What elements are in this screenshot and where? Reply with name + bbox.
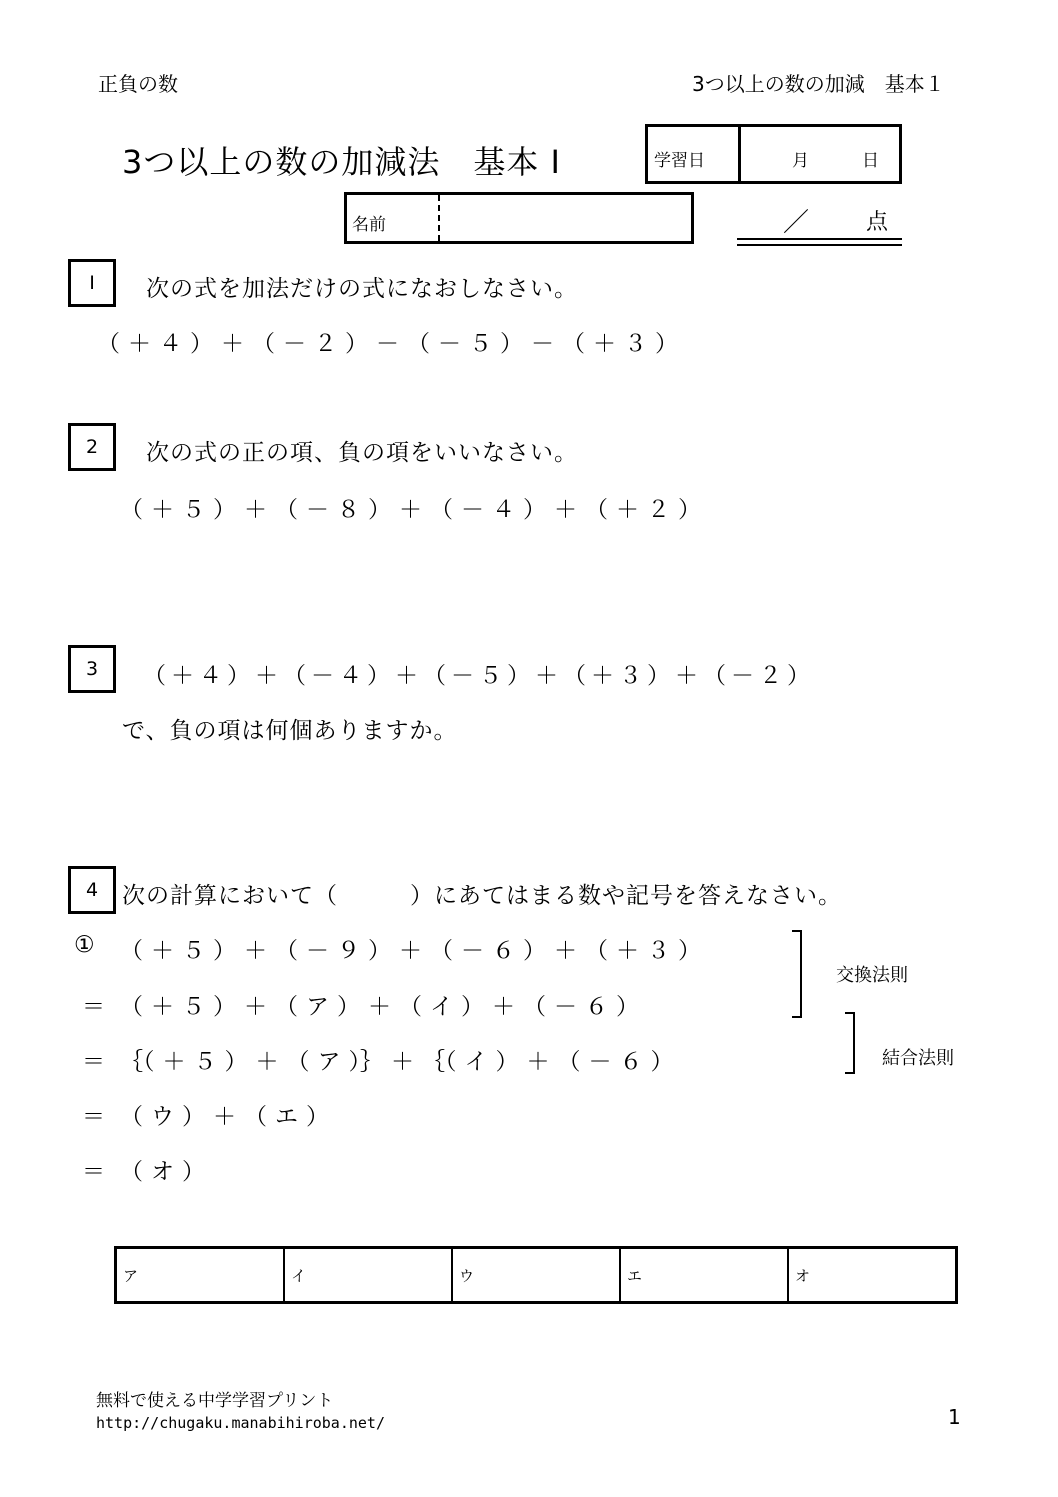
expression-token: ） [367, 663, 390, 689]
q4-line-4-lead: ＝ [82, 1104, 105, 1130]
expression-token: ） [213, 994, 236, 1020]
q4-line-3 [120, 1043, 682, 1076]
expression-token: ＋ [554, 938, 577, 964]
date-label: 学習日 [654, 151, 705, 171]
expression-token: ＋ [395, 663, 418, 689]
date-divider [738, 127, 741, 181]
expression-token: ８ [337, 497, 360, 523]
expression-token: ＋ [399, 938, 422, 964]
expression-token: ） [650, 1049, 674, 1075]
expression-token: （ [275, 497, 298, 523]
expression-token: ） [306, 1104, 329, 1130]
expression-token: （ [120, 994, 143, 1020]
name-divider [438, 195, 440, 241]
expression-token: ＋ [391, 1049, 414, 1075]
score-line-2 [737, 244, 902, 246]
name-box [344, 192, 694, 244]
expression-token: （ [557, 1049, 581, 1075]
expression-token: ３ [647, 938, 670, 964]
expression-token: ２ [647, 497, 670, 523]
expression-token: － [283, 331, 306, 357]
q4-line-4 [120, 1098, 337, 1131]
expression-token: ＋ [535, 663, 558, 689]
expression-token: ＋ [368, 994, 391, 1020]
expression-token: ５ [469, 331, 492, 357]
expression-token: ４ [199, 663, 222, 689]
question-1-number: I [68, 259, 116, 307]
date-day: 日 [862, 151, 879, 171]
expression-token: ５ [182, 994, 205, 1020]
expression-token: イ [464, 1049, 488, 1075]
header-left: 正負の数 [98, 72, 178, 96]
expression-token: ４ [339, 663, 362, 689]
expression-token: ） [523, 497, 546, 523]
expression-token: ） [190, 331, 213, 357]
q4-line-5 [120, 1153, 213, 1186]
commutative-law-label: 交換法則 [836, 965, 908, 986]
expression-token: （ [523, 994, 546, 1020]
header-right: 3つ以上の数の加減 基本１ [692, 72, 945, 96]
expression-token: ４ [159, 331, 182, 357]
expression-token: （ [286, 1049, 310, 1075]
expression-token: － [731, 663, 754, 689]
expression-token: ） [787, 663, 810, 689]
expression-token: － [306, 938, 329, 964]
expression-token: （ [703, 663, 726, 689]
expression-token: エ [275, 1104, 298, 1130]
expression-token: ） [678, 497, 701, 523]
name-label: 名前 [352, 215, 386, 235]
expression-token: ） [495, 1049, 519, 1075]
q4-line-5-lead: ＝ [82, 1159, 105, 1185]
expression-token: ４ [492, 497, 515, 523]
expression-token: ＋ [221, 331, 244, 357]
date-month: 月 [792, 151, 809, 171]
expression-token: ＋ [616, 938, 639, 964]
expression-token: ６ [619, 1049, 643, 1075]
expression-token: ５ [182, 497, 205, 523]
expression-token: （ [244, 1104, 267, 1130]
expression-token: ） [507, 663, 530, 689]
expression-token: ） [616, 994, 639, 1020]
expression-token: ） [368, 938, 391, 964]
question-2-text: 次の式の正の項、負の項をいいなさい。 [146, 440, 578, 466]
page-number: 1 [948, 1405, 961, 1429]
expression-token: － [376, 331, 399, 357]
question-3-text: で、負の項は何個ありますか。 [122, 718, 458, 744]
answer-cell-u[interactable]: ウ [452, 1248, 620, 1303]
expression-token: ） [678, 938, 701, 964]
expression-token: － [306, 497, 329, 523]
expression-token: （ [430, 497, 453, 523]
expression-token: － [311, 663, 334, 689]
expression-token: ＋ [213, 1104, 236, 1130]
answer-cell-e[interactable]: エ [620, 1248, 788, 1303]
expression-token: ｛（ [120, 1049, 155, 1075]
expression-token: ＋ [675, 663, 698, 689]
expression-token: ） [213, 938, 236, 964]
expression-token: （ [252, 331, 275, 357]
expression-token: ６ [585, 994, 608, 1020]
expression-token: ） [345, 331, 368, 357]
expression-token: イ [430, 994, 453, 1020]
question-4-text: 次の計算において（ ）にあてはまる数や記号を答えなさい。 [122, 883, 842, 909]
associative-bracket [845, 1012, 855, 1074]
expression-token: （ [430, 938, 453, 964]
expression-token: ） [647, 663, 670, 689]
expression-token: － [554, 994, 577, 1020]
commutative-bracket [792, 930, 802, 1018]
expression-token: （ [120, 497, 143, 523]
expression-token: ＋ [399, 497, 422, 523]
expression-token: （ [283, 663, 306, 689]
q4-line-1 [120, 932, 709, 965]
expression-token: （ [143, 663, 166, 689]
expression-token: （ [97, 331, 120, 357]
expression-token: ） [523, 938, 546, 964]
expression-token: ３ [619, 663, 642, 689]
expression-token: ） [461, 994, 484, 1020]
expression-token: ＋ [554, 497, 577, 523]
q4-line-2-lead: ＝ [82, 994, 105, 1020]
expression-token: ６ [492, 938, 515, 964]
expression-token: － [451, 663, 474, 689]
expression-token: ＋ [255, 663, 278, 689]
expression-token: － [461, 938, 484, 964]
expression-token: ＋ [151, 994, 174, 1020]
score-unit: 点 [866, 210, 889, 235]
expression-token: ア [306, 994, 329, 1020]
expression-token: ） [182, 1159, 205, 1185]
answer-table [114, 1246, 958, 1304]
expression-token: ア [317, 1049, 341, 1075]
expression-token: ウ [151, 1104, 174, 1130]
expression-token: （ [585, 938, 608, 964]
expression-token: ３ [624, 331, 647, 357]
expression-token: ｛（ [422, 1049, 457, 1075]
answer-cell-a[interactable]: ア [116, 1248, 285, 1303]
q4-line-2 [120, 988, 647, 1021]
expression-token: ＋ [244, 938, 267, 964]
question-2-expression [120, 491, 709, 524]
expression-token: ＋ [616, 497, 639, 523]
expression-token: オ [151, 1159, 174, 1185]
expression-token: ＋ [593, 331, 616, 357]
expression-token: ） [213, 497, 236, 523]
footer-url[interactable]: http://chugaku.manabihiroba.net/ [96, 1414, 385, 1432]
expression-token: ） [227, 663, 250, 689]
page-title: 3つ以上の数の加減法 基本 I [122, 143, 561, 181]
expression-token: （ [423, 663, 446, 689]
expression-token: ） [655, 331, 678, 357]
expression-token: （ [120, 938, 143, 964]
expression-token: （ [120, 1159, 143, 1185]
expression-token: （ [562, 331, 585, 357]
expression-token: ５ [182, 938, 205, 964]
expression-token: ＋ [591, 663, 614, 689]
expression-token: （ [399, 994, 422, 1020]
expression-token: ） [224, 1049, 248, 1075]
expression-token: ＋ [162, 1049, 186, 1075]
expression-token: ） [182, 1104, 205, 1130]
answer-cell-i[interactable]: イ [284, 1248, 452, 1303]
question-3-expression [143, 657, 815, 690]
expression-token: （ [275, 938, 298, 964]
expression-token: ＋ [128, 331, 151, 357]
expression-token: （ [275, 994, 298, 1020]
expression-token: ９ [337, 938, 360, 964]
expression-token: ） [337, 994, 360, 1020]
expression-token: ） [500, 331, 523, 357]
q4-line-3-lead: ＝ [82, 1049, 105, 1075]
expression-token: － [531, 331, 554, 357]
expression-token: － [588, 1049, 612, 1075]
q4-line-1-lead: ① [74, 932, 95, 958]
expression-token: ＋ [244, 497, 267, 523]
question-2-number: 2 [68, 423, 116, 471]
question-1-text: 次の式を加法だけの式になおしなさい。 [146, 276, 578, 302]
expression-token: （ [120, 1104, 143, 1130]
expression-token: （ [563, 663, 586, 689]
score-line-1 [737, 238, 902, 240]
expression-token: ）｝ [348, 1049, 383, 1075]
expression-token: － [461, 497, 484, 523]
expression-token: （ [585, 497, 608, 523]
score-slash: ／ [783, 208, 810, 238]
expression-token: ＋ [526, 1049, 550, 1075]
expression-token: （ [407, 331, 430, 357]
expression-token: ２ [759, 663, 782, 689]
expression-token: ＋ [244, 994, 267, 1020]
expression-token: － [438, 331, 461, 357]
answer-cell-o[interactable]: オ [788, 1248, 957, 1303]
associative-law-label: 結合法則 [882, 1048, 954, 1069]
expression-token: ＋ [171, 663, 194, 689]
question-3-number: 3 [68, 645, 116, 693]
expression-token: ＋ [151, 938, 174, 964]
date-box [645, 124, 902, 184]
footer-site: 無料で使える中学学習プリント [96, 1391, 334, 1411]
question-1-expression [97, 325, 686, 358]
expression-token: ２ [314, 331, 337, 357]
expression-token: ＋ [492, 994, 515, 1020]
expression-token: ＋ [151, 497, 174, 523]
expression-token: ５ [193, 1049, 217, 1075]
expression-token: ５ [479, 663, 502, 689]
expression-token: ） [368, 497, 391, 523]
question-4-number: 4 [68, 866, 116, 914]
expression-token: ＋ [255, 1049, 279, 1075]
